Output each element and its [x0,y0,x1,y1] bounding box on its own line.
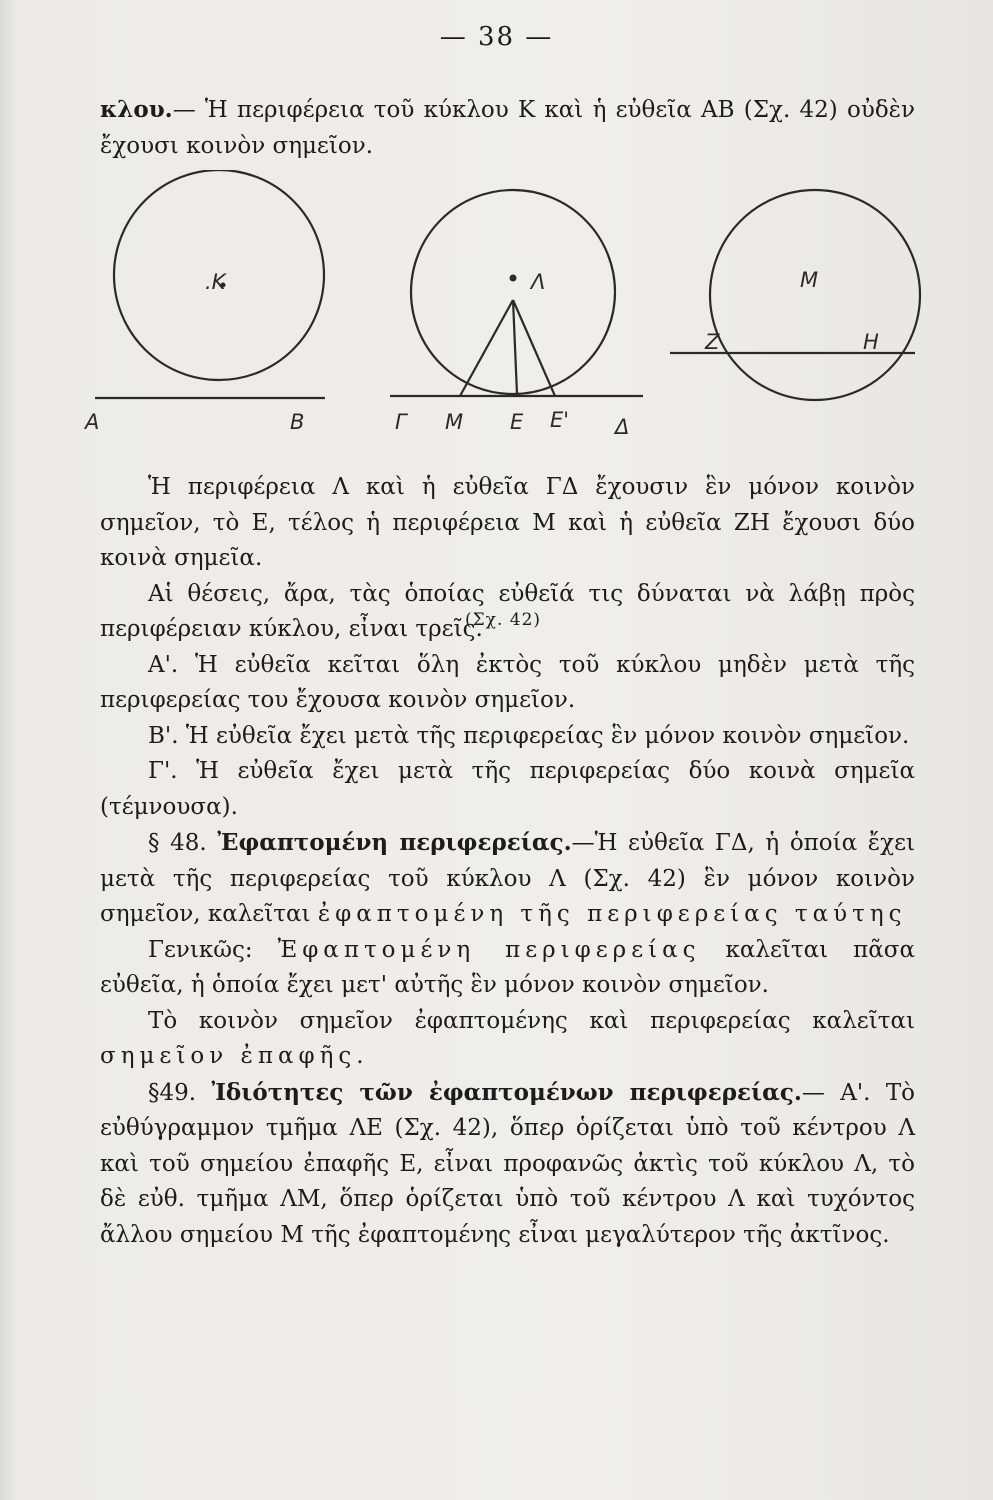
label-m-small: M [445,410,464,434]
general-lead: Γενικῶς: [148,936,253,963]
segment-lambda-e [513,300,517,394]
figure-drawing [55,170,925,470]
section-48-text: —Ἡ εὐθεῖα ΓΔ, ἡ ὁποία ἔχει μετὰ τῆς περιφερείας τοῦ κύκλου Λ (Σχ. 42) ἓν μόνον κοινὸν σημεῖον, καλεῖται [100,830,916,927]
section-48-term: ἐφαπτομένη τῆς περιφερείας ταύτης [317,901,907,927]
paragraph-case-a: Α'. Ἡ εὐθεῖα κεῖται ὅλη ἐκτὸς τοῦ κύκλου μηδὲν μετὰ τῆς περιφερείας του ἔχουσα κοινὸν σημεῖον. [100,651,915,713]
general-term: Ἐφαπτομένη περιφερείας [277,936,701,963]
paragraph-three-positions: Αἱ θέσεις, ἄρα, τὰς ὁποίας εὐθεῖά τις δύναται νὰ λάβῃ πρὸς περιφέρειαν κύκλου, εἶναι τρεῖς. [100,580,915,642]
paragraph-general [100,933,915,1004]
paragraph-positions: Ἡ περιφέρεια Λ καὶ ἡ εὐθεῖα ΓΔ ἔχουσιν ἓν μόνον κοινὸν σημεῖον, τὸ Ε, τέλος ἡ περιφέρεια Μ καὶ ἡ εὐθεῖα ΖΗ ἔχουσι δύο κοινὰ σημεῖα. [100,474,915,571]
label-z: Z [705,330,720,354]
intro-paragraph [100,92,915,164]
label-gamma: Γ [395,410,407,434]
section-49-text: — Α'. Τὸ εὐθύγραμμον τμῆμα ΛΕ (Σχ. 42), ὅπερ ὁρίζεται ὑπὸ τοῦ κέντρου Λ καὶ τοῦ σημείου ἐπαφῆς Ε, εἶναι προφανῶς ἀκτὶς τοῦ κύκλου Λ, τὸ δὲ εὐθ. τμῆμα ΛΜ, ὅπερ ὁρίζεται ὑπὸ τοῦ κέντρου Λ καὶ τυχόντος ἄλλου σημείου Μ τῆς ἐφαπτομένης εἶναι μεγαλύτερον τῆς ἀκτῖνος. [100,1079,916,1248]
label-k: .K [205,270,226,294]
intro-text: — Ἡ περιφέρεια τοῦ κύκλου Κ καὶ ἡ εὐθεῖα ΑΒ (Σχ. 42) οὐδὲν ἔχουσι κοινὸν σημεῖον. [100,97,915,159]
label-delta: Δ [615,415,630,439]
section-48-title: Ἐφαπτομένη περιφερείας. [217,829,572,856]
label-lambda: Λ [531,270,546,294]
contact-term: σημεῖον ἐπαφῆς. [100,1043,369,1069]
body-text [100,470,915,1253]
paragraph-case-b: Β'. Ἡ εὐθεῖα ἔχει μετὰ τῆς περιφερείας ἓν μόνον κοινὸν σημεῖον. [148,722,910,749]
paragraph-case-c: Γ'. Ἡ εὐθεῖα ἔχει μετὰ τῆς περιφερείας δύο κοινὰ σημεῖα (τέμνουσα). [100,758,915,820]
general-text: καλεῖται πᾶσα εὐθεῖα, ἡ ὁποία ἔχει μετ' αὐτῆς ἓν μόνον κοινὸν σημεῖον. [100,936,915,998]
section-49 [100,1075,915,1254]
contact-text: Τὸ κοινὸν σημεῖον ἐφαπτομένης καὶ περιφερείας καλεῖται [148,1007,915,1034]
segment-lambda-m [460,300,513,396]
segment-lambda-e-prime [513,300,555,396]
label-h: H [863,330,879,354]
label-b: B [290,410,305,434]
section-48 [100,825,915,933]
circle-m [710,190,920,400]
section-49-title: Ἰδιότητες τῶν ἐφαπτομένων περιφερείας. [211,1078,802,1106]
label-e: E [510,410,524,434]
section-48-number: § 48. [148,830,207,856]
label-m-big: M [800,268,819,292]
center-lambda-dot [510,275,517,282]
figure-caption: (Σχ. 42) [465,610,542,630]
label-a: A [85,410,100,434]
circle-lambda [411,190,615,394]
section-49-number: §49. [148,1079,197,1106]
paragraph-contact-point [100,1004,915,1075]
page-number: — 38 — [439,22,554,52]
label-e-prime: E' [550,408,570,432]
intro-lead: κλου. [100,96,173,123]
